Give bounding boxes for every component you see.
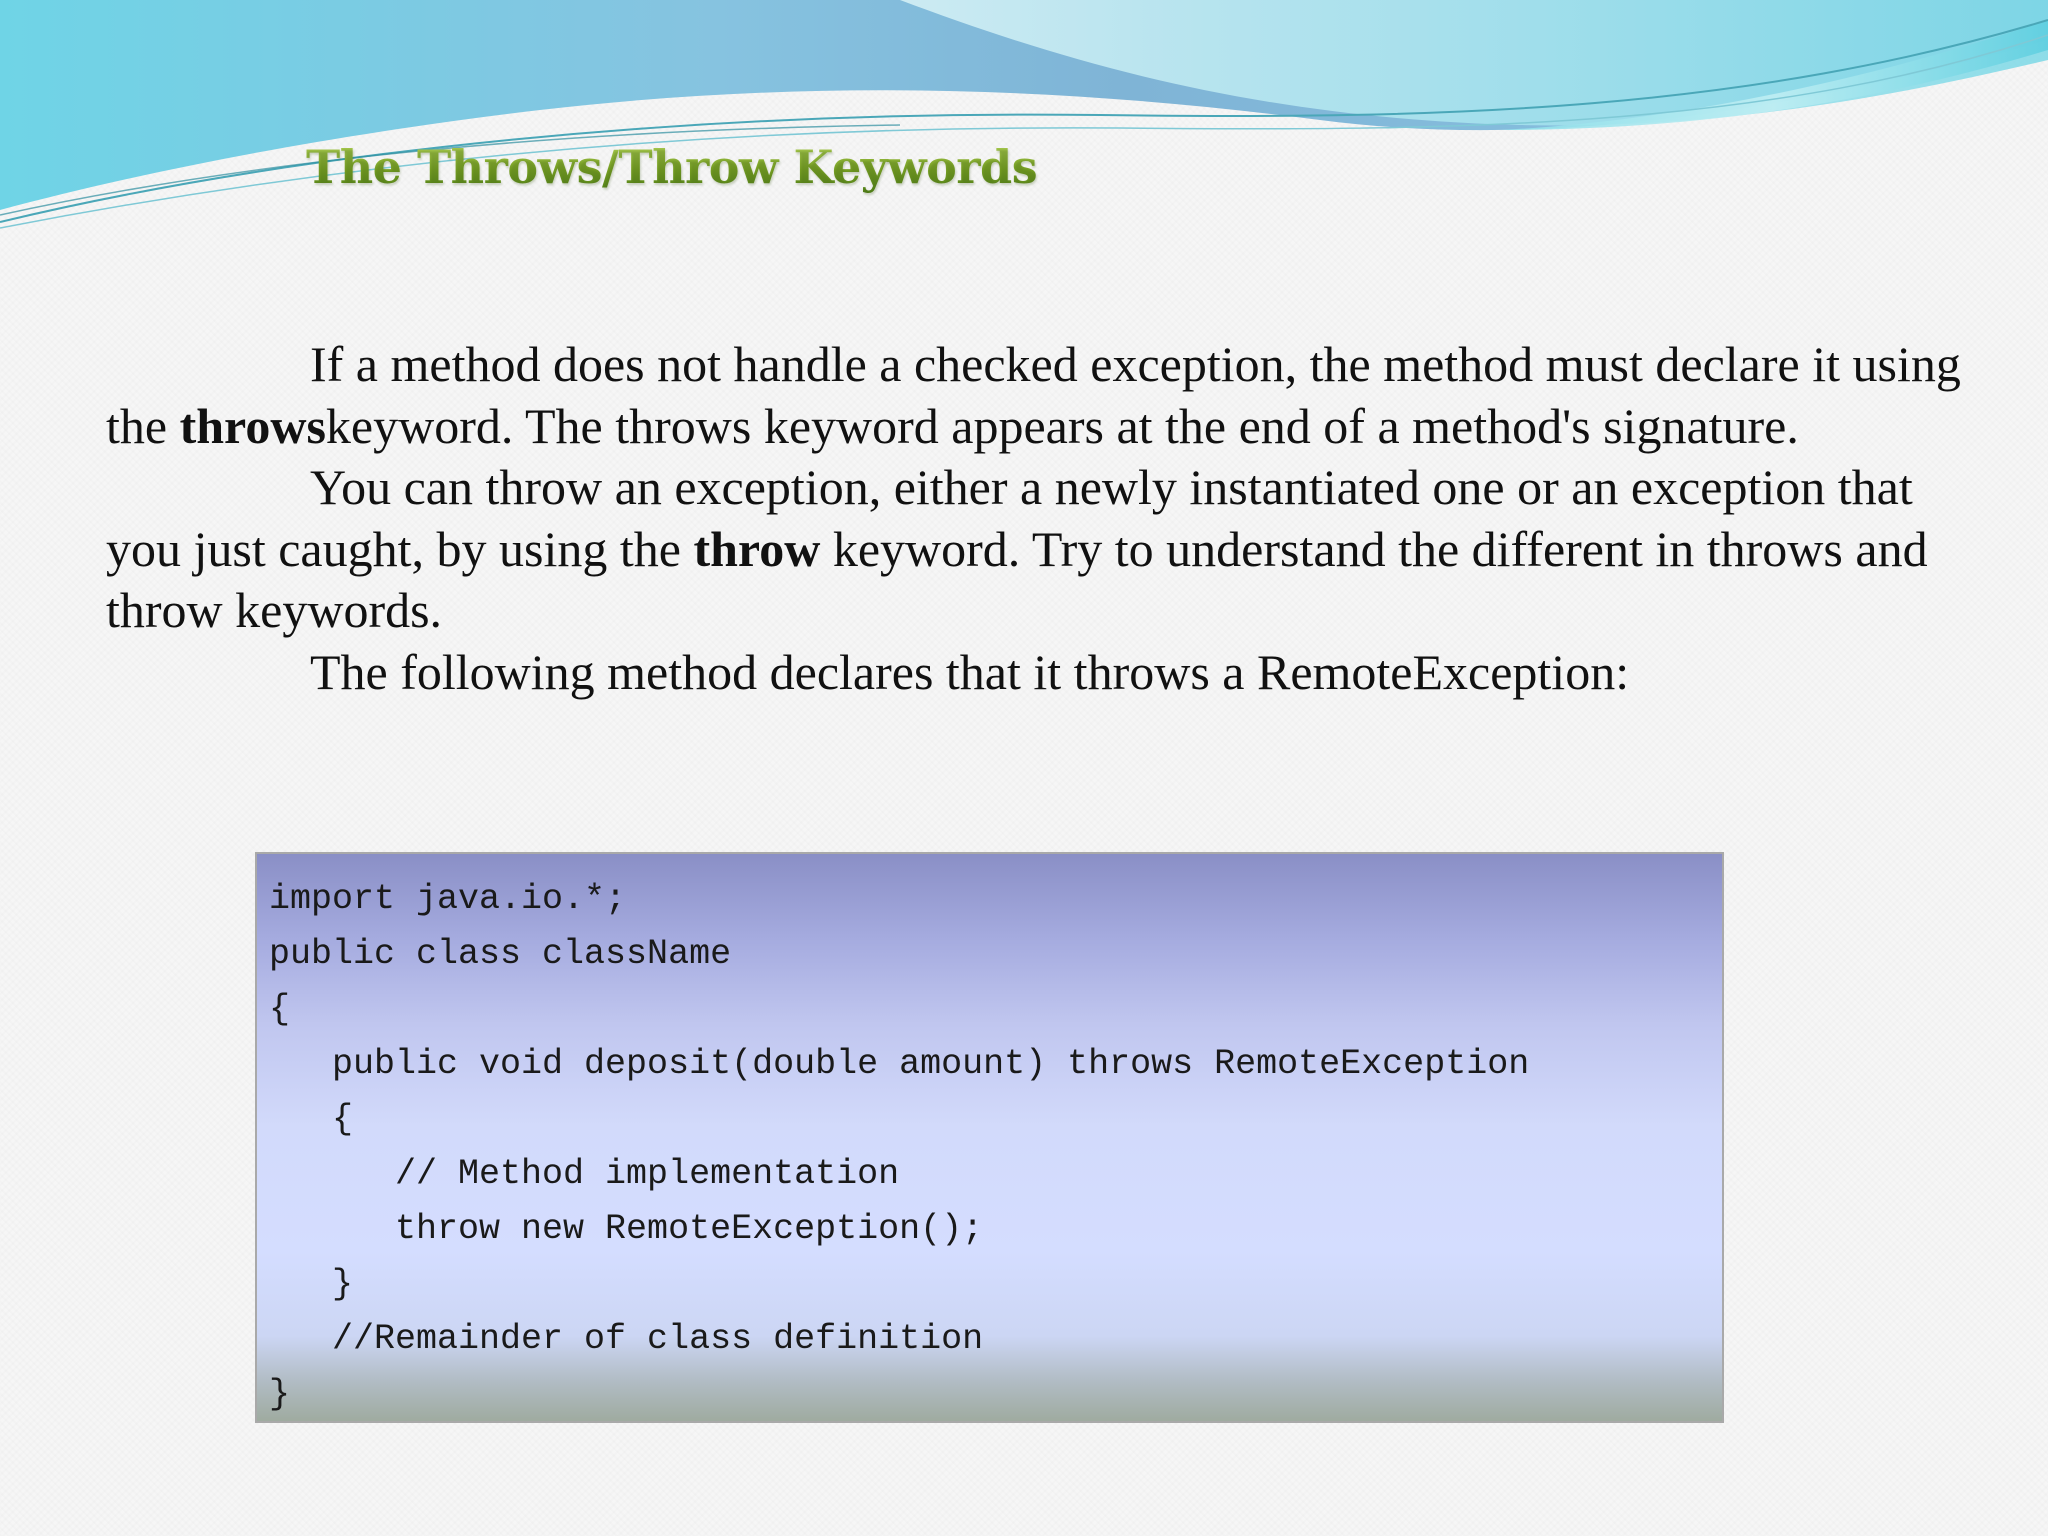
paragraph-throw [106, 457, 1986, 642]
code-line: // Method implementation [269, 1154, 900, 1194]
code-line: throw new RemoteException(); [269, 1209, 984, 1249]
paragraph-2-text-after: keyword. Try to understand the different in throws and throw keywords. [106, 520, 1928, 638]
code-line: public class className [269, 934, 732, 974]
code-line: } [269, 1264, 354, 1304]
paragraph-1-text-after: keyword. The throws keyword appears at the end of a method's signature. [325, 397, 1799, 454]
code-block [255, 852, 1724, 1423]
paragraph-2-text-before: You can throw an exception, either a newly instantiated one or an exception that you just caught, by using the [106, 459, 1913, 577]
code-line: { [269, 1099, 354, 1139]
body-text [106, 334, 1986, 703]
code-line: } [269, 1374, 291, 1414]
paragraph-1-text-before: If a method does not handle a checked exception, the method must declare it using the [106, 336, 1961, 454]
code-line: { [269, 989, 291, 1029]
code-line: //Remainder of class definition [269, 1319, 984, 1359]
header-wave-decoration [0, 0, 2048, 240]
slide-title: The Throws/Throw Keywords [306, 140, 1038, 194]
paragraph-throws [106, 334, 1986, 457]
paragraph-following-method: The following method declares that it throws a RemoteException: [310, 643, 1630, 700]
throw-keyword: throw [693, 520, 821, 577]
throws-keyword: throws [179, 397, 326, 454]
code-line: public void deposit(double amount) throws RemoteException [269, 1044, 1530, 1084]
code-line: import java.io.*; [269, 879, 627, 919]
